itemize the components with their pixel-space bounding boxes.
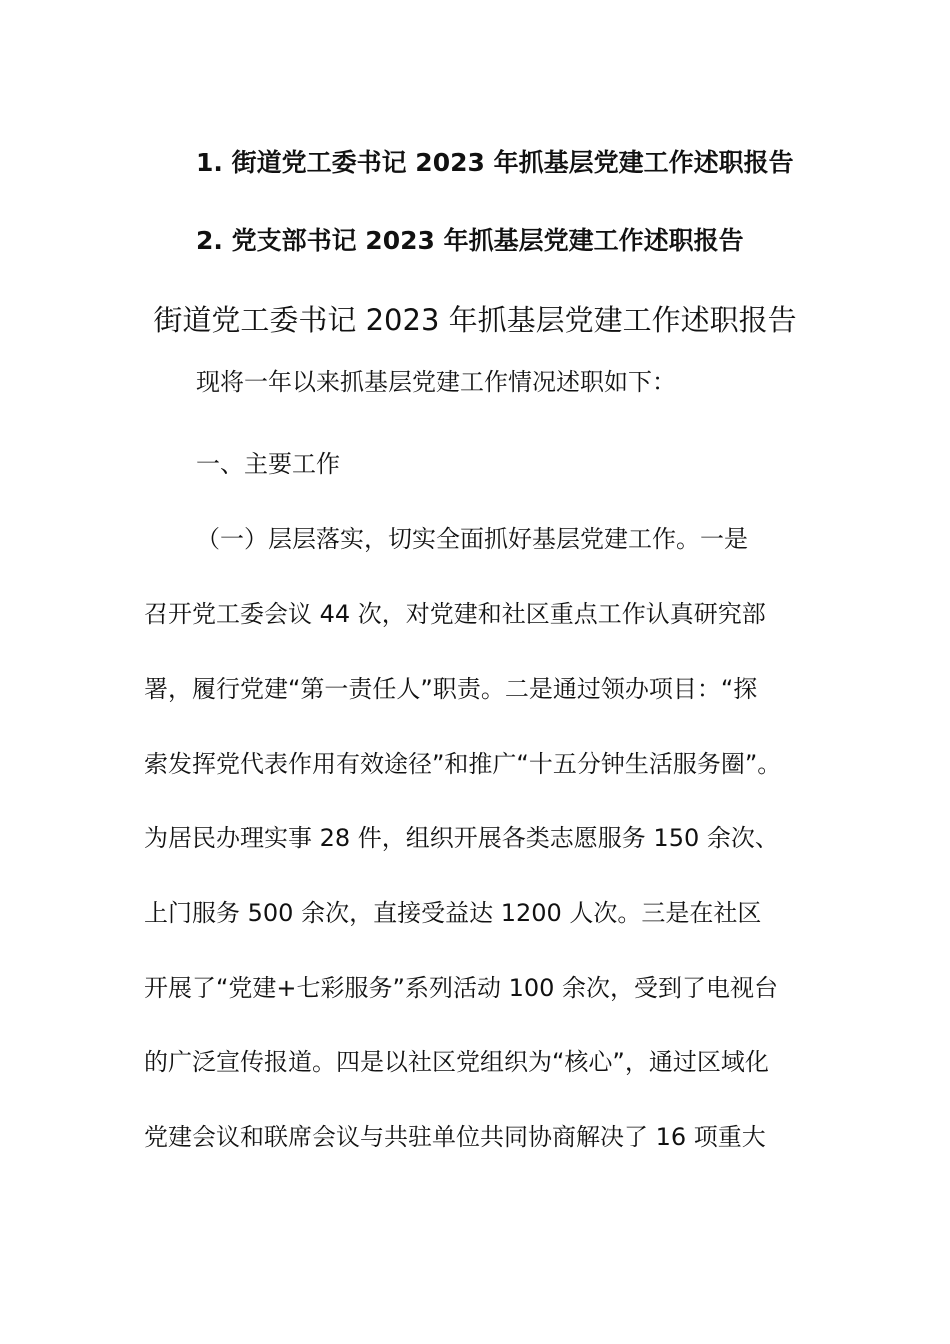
- toc-item-2: 2. 党支部书记 2023 年抓基层党建工作述职报告: [196, 226, 744, 255]
- body-line-5: 为居民办理实事 28 件，组织开展各类志愿服务 150 余次、: [144, 824, 779, 852]
- body-line-6: 上门服务 500 余次，直接受益达 1200 人次。三是在社区: [144, 899, 762, 927]
- intro-paragraph: 现将一年以来抓基层党建工作情况述职如下：: [196, 368, 676, 396]
- toc-item-1: 1. 街道党工委书记 2023 年抓基层党建工作述职报告: [196, 148, 794, 177]
- section-heading: 一、主要工作: [196, 450, 340, 478]
- body-line-4: 索发挥党代表作用有效途径”和推广“十五分钟生活服务圈”。: [144, 750, 782, 778]
- document-title: 街道党工委书记 2023 年抓基层党建工作述职报告: [153, 303, 797, 337]
- body-line-1: （一）层层落实，切实全面抓好基层党建工作。一是: [196, 525, 748, 553]
- body-line-8: 的广泛宣传报道。四是以社区党组织为“核心”，通过区域化: [144, 1048, 769, 1076]
- body-line-7: 开展了“党建+七彩服务”系列活动 100 余次，受到了电视台: [144, 974, 779, 1002]
- body-line-3: 署，履行党建“第一责任人”职责。二是通过领办项目：“探: [144, 675, 758, 703]
- body-line-9: 党建会议和联席会议与共驻单位共同协商解决了 16 项重大: [144, 1123, 766, 1151]
- body-line-2: 召开党工委会议 44 次，对党建和社区重点工作认真研究部: [144, 600, 766, 628]
